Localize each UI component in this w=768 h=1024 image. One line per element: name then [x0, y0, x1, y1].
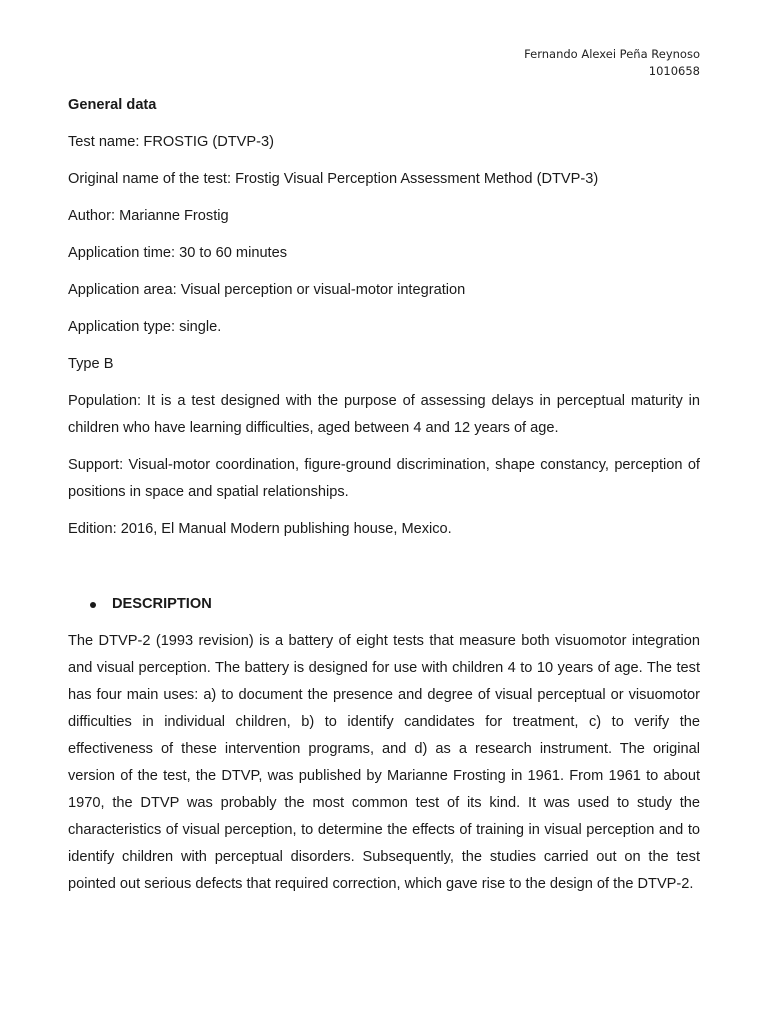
description-paragraph: The DTVP-2 (1993 revision) is a battery of eight tests that measure both visuomotor integration and visual perception. The battery is designed for use with children 4 to 10 years of age. The test has four main uses: a) to document the presence and degree of visual perceptual or visuomotor difficulties in individual children, b) to identify candidates for treatment, c) to verify the effectiveness of these intervention programs, and d) as a research instrument. The original version of the test, the DTVP, was published by Marianne Frosting in 1961. From 1961 to about 1970, the DTVP was probably the most common test of its kind. It was used to study the characteristics of visual perception, to determine the effects of training in visual perception and to identify children with perceptual disorders. Subsequently, the studies carried out on the test pointed out serious defects that required correction, which gave rise to the design of the DTVP-2.	[68, 633, 700, 892]
description-heading	[68, 591, 700, 618]
document-body	[68, 92, 700, 898]
field-test-name: Test name: FROSTIG (DTVP-3)	[68, 134, 274, 150]
field-application-type: Application type: single.	[68, 319, 222, 335]
field-original-name: Original name of the test: Frostig Visual Perception Assessment Method (DTVP-3)	[68, 171, 599, 187]
field-edition: Edition: 2016, El Manual Modern publishing house, Mexico.	[68, 521, 452, 537]
field-type: Type B	[68, 356, 114, 372]
field-support: Support: Visual-motor coordination, figure-ground discrimination, shape constancy, perception of positions in space and spatial relationships.	[68, 457, 700, 500]
field-author: Author: Marianne Frostig	[68, 208, 229, 224]
section-spacer	[68, 553, 700, 591]
field-population: Population: It is a test designed with the purpose of assessing delays in perceptual maturity in children who have learning difficulties, aged between 4 and 12 years of age.	[68, 393, 700, 436]
description-heading-label: DESCRIPTION	[112, 596, 212, 612]
bullet-icon	[90, 602, 96, 608]
field-application-time: Application time: 30 to 60 minutes	[68, 245, 288, 261]
student-id: 1010658	[648, 64, 700, 78]
general-data-heading: General data	[68, 97, 157, 113]
field-application-area: Application area: Visual perception or visual-motor integration	[68, 282, 466, 298]
author-name: Fernando Alexei Peña Reynoso	[524, 47, 700, 61]
page-header	[524, 46, 700, 80]
